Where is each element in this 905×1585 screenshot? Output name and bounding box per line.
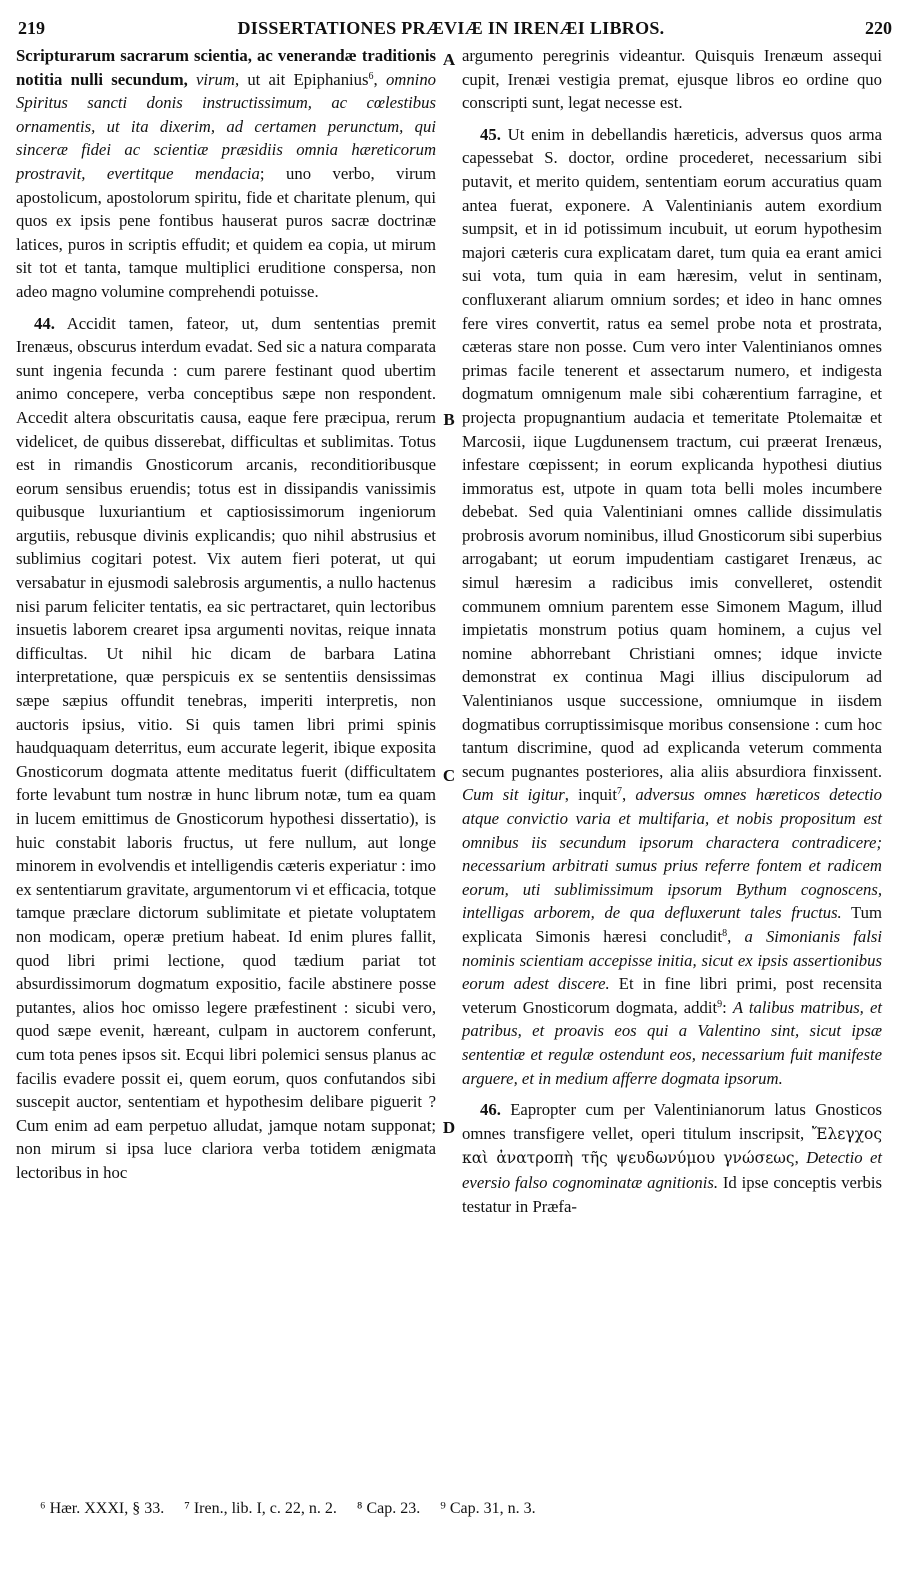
paragraph-45: 45. Ut enim in debellandis hæreticis, adversus quos arma capessebat S. doctor, ordine procederet, necessarium sibi putavit, et merito quidem, sententiam eorum accuratius quam antea fuerat, exponere. A Valentinianis autem exordium sumpsit, et in id potissimum incubuit, ut eorum hypothesim majori cæteris cura explicatam daret, tum quia ea erant amici sui vota, tum quia in eam hæresim, velut in sentinam, confluxerant aliarum omnium sordes; et ideo in hanc omnes fere vires convertit, ratus ea semel probe nota et prostrata, cæteras stare non posse. Cum vero inter Valentinianos omnes primas facile tenerent et assectarum numero, et indigesta dogmatum omnigenum male sibi cohærentium farragine, et projecta propugnantium audacia et temeritate Ptolemaitæ et Marcosii, iique Lugdunensem tractum, cui præerat Irenæus, infestare cœpissent; in eorum explicanda hypothesi diutius immoratus est, utpote in quam tota belli moles incumbere debebat. Sed quia Valentiniani omnes callide dissimulatis probrosis avorum nominibus, illud Gnosticorum sibi superbius arrogabant; ut eorum impudentiam castigaret Irenæus, ac simul hæresim a radicibus imis convelleret, ostendit communem omnium parentem esse Simonem Magum, illud impietatis monstrum potius quam hominem, a cujus vel nomine abhorrebant Christiani omnes; idque invicte demonstrat ex continua Magi illius discipulorum ad Valentinianos usque successione, omniumque in iisdem dogmatibus corruptissimisque moribus consensione : cum hoc tantum discrimine, quod ad explicanda veterum commenta secum pugnantes posteriores, alia aliis absurdiora finxissent. Cum sit igitur, inquit$^7$, adversus omnes hæreticos detectio atque convictio varia et multifaria, et nobis propositum est omnibus iis secundum ipsorum charactera contradicere; necessarium arbitrati sumus prius referre fontem et radicem eorum, uti sublimissimum ipsorum Bythum cognoscens, intelligas arborem, de qua defluxerunt tales fructus. Tum explicata Simonis hæresi concludit$^8$, a Simonianis falsi nominis scientiam accepisse initia, sicut ex ipsis assertionibus eorum adest discere. Et in fine libri primi, post recensita veterum Gnosticorum dogmata, addit$^9$: A talibus matribus, et patribus, et proavis eos qui a Valentino sint, sicut ipsæ sententiæ et regulæ ostendunt eos, necessarium fuit manifeste arguere, et in medium afferre dogmata ipsorum.: [462, 124, 883, 1088]
paragraph-number: 46.: [480, 1100, 501, 1120]
footnote: ⁹ Cap. 31, n. 3.: [440, 1500, 536, 1517]
greek-title: Ἔλεγχος καὶ ἀνατροπὴ τῆς ψευδωνύμου γνώσεως: [462, 1124, 882, 1168]
footnote-ref: 6: [368, 70, 374, 82]
margin-marker-b: B: [443, 410, 455, 429]
footnote-ref: 9: [717, 998, 723, 1010]
paragraph-continuation-right: argumento peregrinis videantur. Quisquis Irenæum assequi cupit, Irenæi vestigia premat, ejusque libros eo ordine quo conscripti sunt, legat necesse est.: [462, 46, 882, 113]
footnote-ref: 7: [617, 786, 623, 798]
paragraph-number: 45.: [480, 124, 501, 144]
right-column: [462, 44, 882, 1218]
running-title: DISSERTATIONES PRÆVIÆ IN IRENÆI LIBROS.: [237, 18, 665, 38]
paragraph-continuation: Scripturarum sacrarum scientia, ac venerandæ traditionis notitia nulli secundum, virum, ut ait Epiphanius$^6$, omnino Spiritus sancti donis instructissimum, ac cœlestibus ornamentis, ut ita dixerim, ad certamen perunctum, qui sinceræ fidei ac scientiæ præsidiis omnia hæreticorum prostravit, evertitque mendacia; uno verbo, virum apostolicum, apostolorum spiritu, fide et charitate plenum, qui quos ex ipsis pene fontibus hauserat puros sacræ doctrinæ latices, puros in scriptis effudit; et quidem ea copia, ut mirum sit tot et tanta, tamque multiplici eruditione conspersa, non adeo magno volumine comprehendi potuisse.: [16, 46, 436, 301]
footnote: ⁶ Hær. XXXI, § 33.: [40, 1500, 165, 1517]
page-number-left: 219: [18, 18, 45, 38]
footnote: ⁸ Cap. 23.: [356, 1500, 421, 1517]
left-column: [16, 44, 436, 1185]
margin-marker-a: A: [442, 50, 456, 69]
footnote: ⁷ Iren., lib. I, c. 22, n. 2.: [184, 1500, 337, 1517]
paragraph-46: 46. Eapropter cum per Valentinianorum latus Gnosticos omnes transfigere vellet, operi titulum inscripsit, Ἔλεγχος καὶ ἀνατροπὴ τῆς ψευδωνύμου γνώσεως, Detectio et eversio falso cognominatæ agnitionis. Id ipse conceptis verbis testatur in Præfa-: [462, 1100, 883, 1216]
paragraph-number: 44.: [34, 313, 55, 333]
footnotes: [40, 1500, 880, 1518]
paragraph-44: 44. Accidit tamen, fateor, ut, dum sententias premit Irenæus, obscurus interdum evadat. Sed sic a natura comparata sunt ingenia fecunda : cum parere festinant quod ubertim animo concepere, verba conceptibus sæpe non respondent. Accedit altera obscuritatis causa, eaque fere præcipua, rerum videlicet, de quibus disserebat, difficultas et sublimitas. Totus est in rimandis Gnosticorum arcanis, reconditioribusque eorum sensibus eruendis; totus est in dissipandis vanissimis quibusque luxuriantium et captiosissimorum ingeniorum argutiis, rebusque divinis explicandis; quo nihil abstrusius et sublimius cogitari potest. Vix autem fieri poterat, ut qui versabatur in ejusmodi salebrosis argumentis, a nullo hactenus nisi parum feliciter tentatis, ea sic pertractaret, quin lectoribus insuetis laborem crearet ipsa argumenti novitas, reique innata difficultas. Ut nihil hic dicam de barbara Latina interpretatione, quæ perspicuis ex se sententiis densissimas sæpe sæpius offundit tenebras, imperiti interpretis, non auctoris ipsius, vitio. Si quis tamen libri primi spinis haudquaquam deterritus, eum accurate legerit, ibique exposita Gnosticorum dogmata attente meditatus fuerit (difficultatem forte levabunt tum nostræ in hunc librum notæ, tum ea quam in lucem emittimus de Gnosticorum hypothesi dissertatio), is huic constabit laboris fructus, ut fere nullum, aut longe minorem in evolvendis et intelligendis cæteris experiatur : imo ex sententiarum gravitate, argumentorum vi et efficacia, totque tamque præclare dictorum sublimitate et pietate voluptatem non modicam, operæ pretium habeat. Id enim plures fallit, quod libri primi lectione, quod tædium pariat tot absurdissimorum dogmatum expositio, facile abstinere posse putantes, alios hoc omisso legere præfestinent : sicubi vero, quod sæpe evenit, hæreant, culpam in auctorem conferunt, cum tota penes ipsos sit. Ecqui libri polemici sensus planus ac facilis evadere possit ei, quem eorum, quos confutandos sibi suscepit auctor, sententiam et hypothesim delibare piguerit ? Cum enim ad eam perpetuo alludat, jamque notam supponat; non mirum si ipsa luce clariora verba totidem ænigmata lectoribus in hoc: [16, 313, 436, 1182]
margin-marker-d: D: [442, 1118, 456, 1137]
margin-marker-c: C: [442, 766, 456, 785]
footnote-ref: 8: [722, 927, 728, 939]
page-number-right: 220: [865, 18, 892, 38]
running-header: [10, 18, 892, 40]
